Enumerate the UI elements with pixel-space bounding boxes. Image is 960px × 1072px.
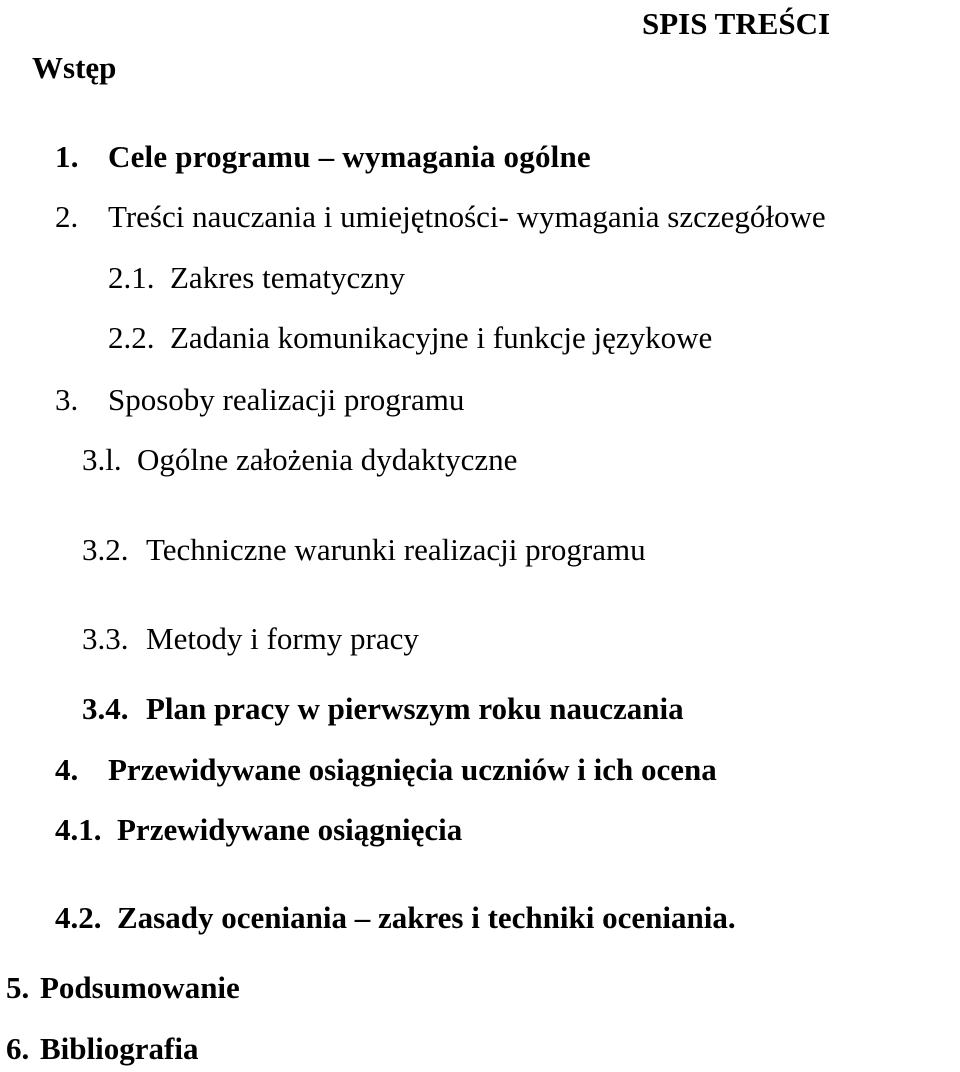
toc-entry-label: Techniczne warunki realizacji programu [146,532,646,567]
toc-entry-label: Podsumowanie [40,970,240,1005]
toc-entry-label: Plan pracy w pierwszym roku nauczania [146,691,684,726]
toc-entry-label: Ogólne założenia dydaktyczne [137,442,518,477]
toc-entry-number: 3.3. [82,621,129,656]
toc-entry-number: 4.2. [55,900,102,935]
toc-entry-4 [55,754,717,785]
intro-entry: Wstęp [32,50,117,85]
toc-entry-number: 3.4. [82,691,129,726]
toc-entry-2 [55,201,826,232]
toc-entry-3-3 [82,623,419,654]
toc-entry-number: 6. [6,1031,30,1066]
toc-entry-number: 3.l. [82,442,122,477]
toc-entry-number: 2. [55,199,79,234]
toc-entry-3-4 [82,693,684,724]
toc-entry-number: 3. [55,382,79,417]
toc-entry-number: 2.2. [108,320,155,355]
toc-entry-2-2 [108,322,712,353]
toc-entry-number: 5. [6,970,30,1005]
toc-entry-label: Bibliografia [40,1031,199,1066]
toc-entry-label: Zadania komunikacyjne i funkcje językowe [170,320,713,355]
toc-entry-5 [6,972,240,1003]
toc-entry-2-1 [108,262,405,293]
toc-entry-label: Cele programu – wymagania ogólne [108,139,591,174]
toc-entry-6 [6,1033,198,1064]
toc-entry-3-2 [82,534,646,565]
toc-entry-4-2 [55,902,736,933]
toc-entry-1 [55,141,591,172]
toc-entry-label: Zakres tematyczny [170,260,405,295]
toc-entry-number: 4. [55,752,79,787]
toc-entry-number: 2.1. [108,260,155,295]
toc-entry-label: Przewidywane osiągnięcia uczniów i ich ocena [108,752,717,787]
toc-entry-number: 4.1. [55,812,102,847]
toc-entry-label: Metody i formy pracy [146,621,419,656]
page-title: SPIS TREŚCI [642,6,831,41]
toc-entry-label: Przewidywane osiągnięcia [117,812,463,847]
toc-entry-label: Zasady oceniania – zakres i techniki oceniania. [117,900,736,935]
toc-entry-3 [55,384,464,415]
toc-entry-3-1 [82,444,517,475]
toc-entry-4-1 [55,814,462,845]
toc-entry-label: Sposoby realizacji programu [108,382,465,417]
toc-entry-number: 3.2. [82,532,129,567]
toc-entry-number: 1. [55,139,79,174]
toc-entry-label: Treści nauczania i umiejętności- wymagania szczegółowe [108,199,826,234]
